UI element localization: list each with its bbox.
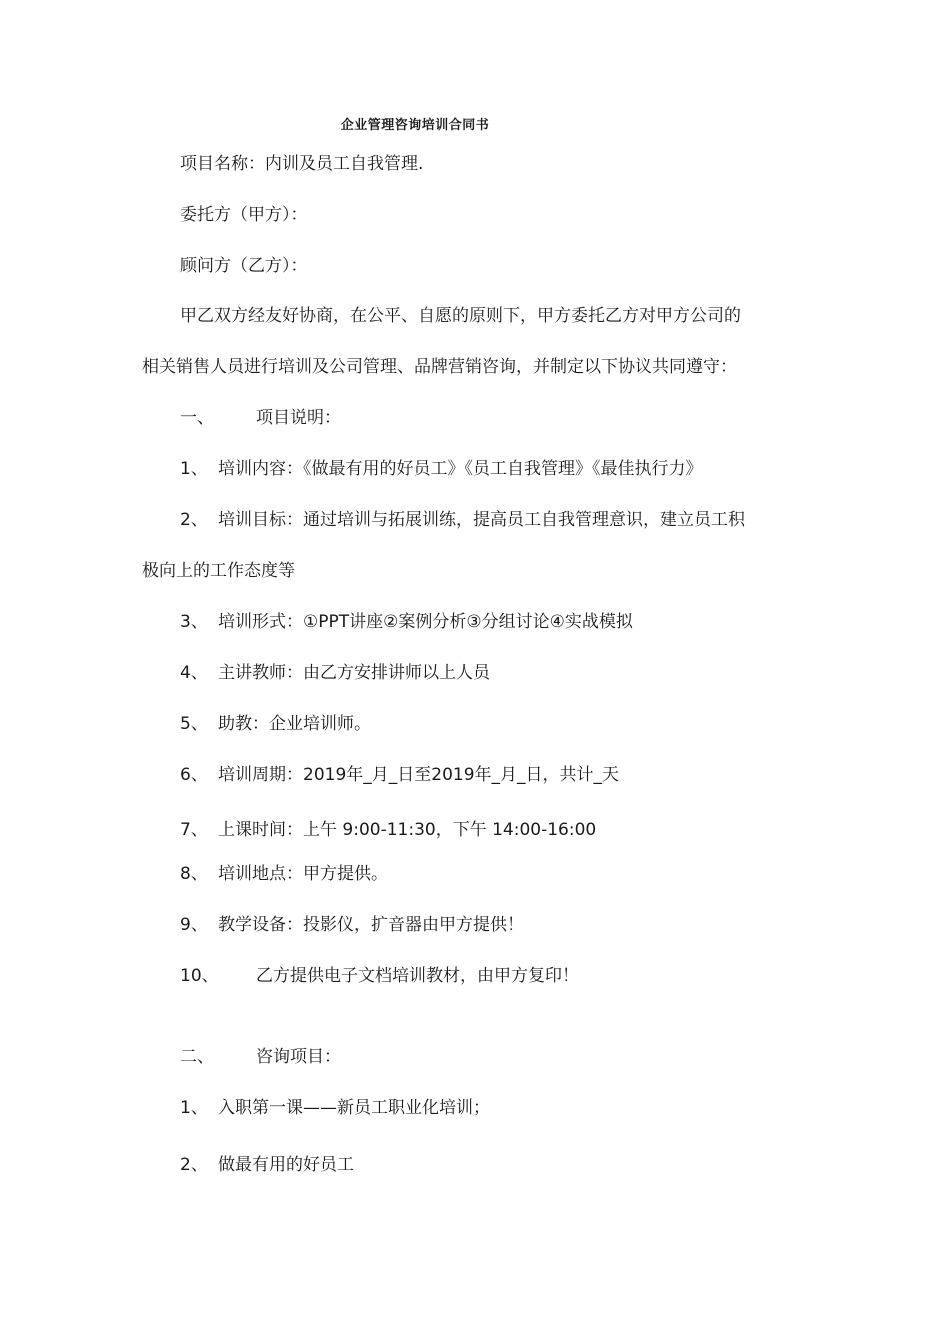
list-item xyxy=(180,712,371,736)
party-b: 顾问方（乙方）： xyxy=(180,256,308,276)
item-text: 助教：企业培训师。 xyxy=(218,714,371,734)
item-text: 主讲教师：由乙方安排讲师以上人员 xyxy=(218,663,490,683)
party-a: 委托方（甲方）： xyxy=(180,205,308,225)
intro-line-1: 甲乙双方经友好协商，在公平、自愿的原则下，甲方委托乙方对甲方公司的 xyxy=(180,306,741,326)
list-item xyxy=(180,610,633,634)
section-2-number: 二、 xyxy=(180,1047,214,1067)
list-item-continuation: 极向上的工作态度等 xyxy=(142,561,295,581)
item-number: 3、 xyxy=(180,612,208,632)
list-item xyxy=(180,763,619,787)
item-number: 7、 xyxy=(180,820,208,840)
item-text: 培训形式：①PPT讲座②案例分析③分组讨论④实战模拟 xyxy=(218,612,633,632)
document-title: 企业管理咨询培训合同书 xyxy=(340,118,490,133)
list-item xyxy=(180,508,745,532)
item-text: 上课时间：上午 9:00-11:30，下午 14:00-16:00 xyxy=(218,820,597,840)
item-text: 培训地点：甲方提供。 xyxy=(218,864,388,884)
list-item xyxy=(180,862,388,886)
item-text: 培训目标：通过培训与拓展训练，提高员工自我管理意识，建立员工积 xyxy=(218,510,745,530)
item-number: 2、 xyxy=(180,510,208,530)
item-text: 做最有用的好员工 xyxy=(218,1155,354,1175)
intro-line-2: 相关销售人员进行培训及公司管理、品牌营销咨询，并制定以下协议共同遵守： xyxy=(142,357,737,377)
list-item xyxy=(180,457,703,481)
section-2-label: 咨询项目： xyxy=(256,1047,341,1067)
item-number: 5、 xyxy=(180,714,208,734)
item-text: 教学设备：投影仪，扩音器由甲方提供！ xyxy=(218,915,524,935)
section-1-heading xyxy=(180,406,341,430)
list-item xyxy=(180,1153,354,1177)
list-item xyxy=(180,913,524,937)
list-item xyxy=(180,661,490,685)
item-number: 2、 xyxy=(180,1155,208,1175)
item-number: 10、 xyxy=(180,966,219,986)
section-1-label: 项目说明： xyxy=(256,408,341,428)
item-text: 培训内容：《做最有用的好员工》《员工自我管理》《最佳执行力》 xyxy=(218,459,703,479)
list-item xyxy=(180,1096,490,1120)
item-number: 4、 xyxy=(180,663,208,683)
item-text: 入职第一课——新员工职业化培训； xyxy=(218,1098,490,1118)
project-name: 项目名称：内训及员工自我管理. xyxy=(180,154,424,174)
item-number: 8、 xyxy=(180,864,208,884)
section-1-number: 一、 xyxy=(180,408,214,428)
list-item xyxy=(180,964,579,988)
list-item xyxy=(180,818,596,842)
item-text: 培训周期：2019年_月_日至2019年_月_日，共计_天 xyxy=(218,765,620,785)
item-number: 9、 xyxy=(180,915,208,935)
item-number: 1、 xyxy=(180,459,208,479)
item-text: 乙方提供电子文档培训教材，由甲方复印！ xyxy=(256,966,579,986)
item-number: 1、 xyxy=(180,1098,208,1118)
item-number: 6、 xyxy=(180,765,208,785)
section-2-heading xyxy=(180,1045,341,1069)
